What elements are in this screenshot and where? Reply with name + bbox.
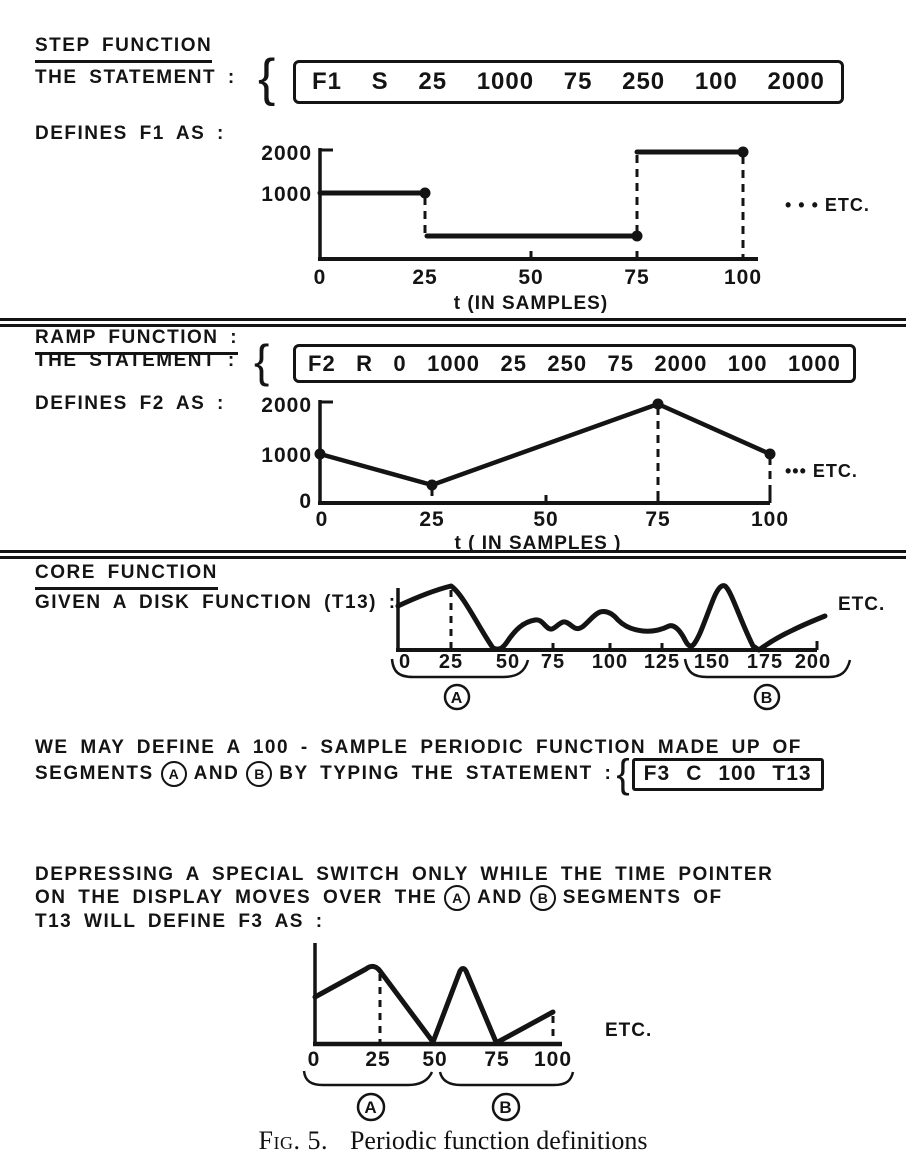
x-tick-label: 175 bbox=[746, 651, 784, 673]
x-tick-label: 100 bbox=[723, 266, 763, 289]
ramp-section-title: RAMP FUNCTION : bbox=[35, 328, 238, 355]
define-and-word: AND bbox=[193, 762, 240, 784]
x-tick-label: 25 bbox=[365, 1048, 391, 1071]
x-tick-label: 50 bbox=[422, 1048, 448, 1071]
section-divider bbox=[0, 550, 906, 559]
switch-paragraph-line2 bbox=[35, 885, 723, 911]
x-tick-label: 25 bbox=[412, 266, 438, 289]
x-tick-label: 200 bbox=[794, 651, 832, 673]
x-tick-label: 100 bbox=[533, 1048, 573, 1071]
statement-token: 75 bbox=[563, 68, 593, 95]
step-section-title: STEP FUNCTION bbox=[35, 36, 212, 63]
x-tick-label: 50 bbox=[518, 266, 544, 289]
statement-token: 0 bbox=[393, 350, 407, 376]
define-paragraph-line1: WE MAY DEFINE A 100 - SAMPLE PERIODIC FUNCTION MADE UP OF bbox=[35, 737, 802, 758]
disk-function-curve bbox=[398, 586, 825, 650]
segment-b-inline-badge: B bbox=[530, 885, 556, 911]
x-tick-label: 0 bbox=[315, 508, 329, 531]
ramp-chart-axes bbox=[318, 400, 770, 503]
ramp-chart-series bbox=[320, 404, 770, 485]
x-tick-label: 75 bbox=[645, 508, 671, 531]
x-tick-label: 100 bbox=[750, 508, 790, 531]
segment-a-marker bbox=[358, 1094, 384, 1120]
statement-token: F3 bbox=[643, 762, 671, 785]
segment-b-label: B bbox=[760, 690, 774, 707]
x-tick-label: 25 bbox=[438, 651, 464, 673]
define-line2-rest: BY TYPING THE STATEMENT : bbox=[279, 762, 613, 784]
step-statement-box bbox=[293, 60, 844, 104]
step-chart-axes bbox=[318, 148, 758, 259]
statement-token: F2 bbox=[308, 350, 336, 376]
x-tick-label: 75 bbox=[540, 651, 566, 673]
x-tick-label: 50 bbox=[533, 508, 559, 531]
etc-annotation: ETC. bbox=[838, 594, 886, 615]
statement-token: 100 bbox=[727, 350, 768, 376]
segment-b-label: B bbox=[499, 1098, 513, 1117]
y-tick-label: 0 bbox=[299, 490, 312, 513]
x-tick-label: 75 bbox=[484, 1048, 510, 1071]
x-axis-label: t (IN SAMPLES) bbox=[453, 293, 609, 314]
f3-function-curve bbox=[315, 966, 553, 1043]
step-chart-dashed-lines bbox=[425, 155, 743, 259]
step-chart-points bbox=[420, 147, 749, 242]
statement-token: 25 bbox=[418, 68, 448, 95]
segment-a-label: A bbox=[364, 1098, 378, 1117]
ramp-statement-box bbox=[293, 344, 856, 383]
etc-annotation: ETC. bbox=[605, 1020, 653, 1041]
define-paragraph-line2 bbox=[35, 752, 824, 796]
statement-token: 100 bbox=[694, 68, 738, 95]
statement-token: 250 bbox=[622, 68, 666, 95]
x-tick-label: 0 bbox=[313, 266, 327, 289]
etc-annotation: ••• ETC. bbox=[785, 461, 858, 481]
statement-token: 2000 bbox=[654, 350, 708, 376]
statement-token: 100 bbox=[718, 762, 757, 785]
x-tick-label: 100 bbox=[591, 651, 629, 673]
x-tick-label: 25 bbox=[419, 508, 445, 531]
y-tick-label: 1000 bbox=[261, 444, 312, 467]
left-brace-glyph: { bbox=[258, 49, 276, 107]
ramp-statement-label: THE STATEMENT : bbox=[35, 350, 236, 371]
ramp-defines-label: DEFINES F2 AS : bbox=[35, 393, 225, 414]
left-brace-glyph: { bbox=[616, 752, 630, 796]
statement-token: 75 bbox=[607, 350, 634, 376]
define-segments-word: SEGMENTS bbox=[35, 762, 154, 784]
x-axis-label: t ( IN SAMPLES ) bbox=[454, 533, 622, 554]
statement-token: 25 bbox=[500, 350, 527, 376]
segment-b-marker bbox=[493, 1094, 519, 1120]
statement-token: C bbox=[686, 762, 703, 785]
segment-b-marker bbox=[755, 685, 779, 709]
statement-token: 250 bbox=[547, 350, 588, 376]
figure-caption bbox=[0, 1126, 906, 1156]
y-tick-label: 2000 bbox=[261, 394, 312, 417]
x-tick-label: 125 bbox=[643, 651, 681, 673]
ramp-function-chart bbox=[240, 392, 906, 558]
x-tick-label: 0 bbox=[307, 1048, 321, 1071]
core-given-label: GIVEN A DISK FUNCTION (T13) : bbox=[35, 592, 397, 613]
segment-braces bbox=[304, 1071, 573, 1085]
x-tick-label: 75 bbox=[624, 266, 650, 289]
statement-token: S bbox=[371, 68, 389, 95]
y-tick-label: 1000 bbox=[261, 183, 312, 206]
segment-a-marker bbox=[445, 685, 469, 709]
ramp-chart-dashed-lines bbox=[432, 407, 770, 503]
switch-paragraph-line1: DEPRESSING A SPECIAL SWITCH ONLY WHILE THE TIME POINTER bbox=[35, 864, 774, 885]
segment-a-inline-badge: A bbox=[161, 761, 187, 787]
figure-caption-text: Periodic function definitions bbox=[349, 1126, 648, 1155]
core-section-title: CORE FUNCTION bbox=[35, 563, 218, 590]
statement-token: T13 bbox=[772, 762, 812, 785]
step-chart-series bbox=[320, 152, 743, 236]
switch-line2-prefix: ON THE DISPLAY MOVES OVER THE bbox=[35, 886, 438, 908]
step-defines-label: DEFINES F1 AS : bbox=[35, 123, 225, 144]
x-tick-label: 0 bbox=[398, 651, 412, 673]
segment-a-inline-badge: A bbox=[444, 885, 470, 911]
statement-token: F1 bbox=[312, 68, 343, 95]
step-function-chart bbox=[240, 133, 906, 318]
segment-a-label: A bbox=[450, 690, 464, 707]
f3-function-chart bbox=[270, 938, 710, 1130]
disk-function-chart bbox=[385, 580, 906, 720]
y-tick-label: 2000 bbox=[261, 142, 312, 165]
core-statement-box bbox=[632, 758, 824, 791]
figure-caption-label: Fig. 5. bbox=[258, 1126, 328, 1155]
statement-token: 1000 bbox=[427, 350, 481, 376]
switch-paragraph-line3: T13 WILL DEFINE F3 AS : bbox=[35, 911, 324, 932]
etc-annotation: • • • ETC. bbox=[785, 195, 870, 215]
statement-token: 2000 bbox=[767, 68, 825, 95]
statement-token: 1000 bbox=[787, 350, 841, 376]
switch-line2-suffix: SEGMENTS OF bbox=[562, 886, 723, 908]
x-tick-label: 150 bbox=[693, 651, 731, 673]
left-brace-glyph: { bbox=[254, 335, 270, 387]
segment-b-inline-badge: B bbox=[246, 761, 272, 787]
statement-token: 1000 bbox=[476, 68, 535, 95]
x-tick-label: 50 bbox=[495, 651, 521, 673]
step-statement-label: THE STATEMENT : bbox=[35, 67, 236, 88]
section-divider bbox=[0, 318, 906, 327]
statement-token: R bbox=[356, 350, 373, 376]
switch-and-word: AND bbox=[477, 886, 523, 908]
